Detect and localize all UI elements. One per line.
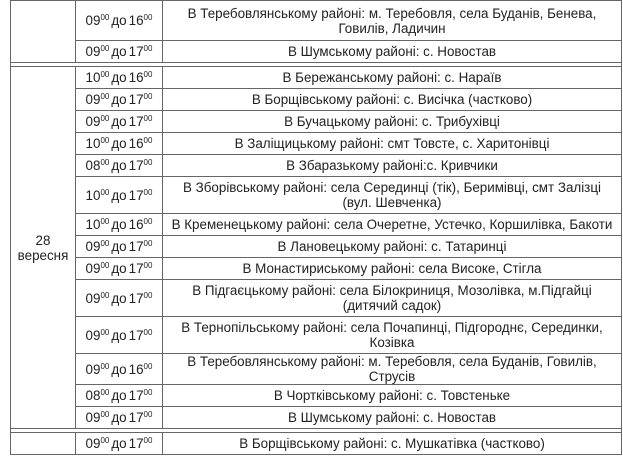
table-row — [11, 236, 622, 258]
time-cell: $10^{00}$ до $16^{00}$ — [76, 67, 163, 89]
location-cell: В Шумському районі: с. Новостав — [163, 41, 622, 63]
time-cell: $09^{00}$ до $17^{00}$ — [76, 280, 163, 317]
location-cell: В Борщівському районі: с. Мушкатівка (частково) — [163, 433, 622, 455]
location-cell: В Бучацькому районі: с. Трибухівці — [163, 111, 622, 133]
table-row — [11, 280, 622, 317]
table-row — [11, 41, 622, 63]
location-cell: В Монастириському районі: села Високе, Стігла — [163, 258, 622, 280]
date-cell — [11, 1, 76, 63]
table-row — [11, 67, 622, 89]
date-cell — [11, 433, 76, 455]
time-cell: $08^{00}$ до $17^{00}$ — [76, 155, 163, 177]
time-cell: $09^{00}$ до $17^{00}$ — [76, 236, 163, 258]
table-row — [11, 133, 622, 155]
table-row — [11, 89, 622, 111]
location-cell: В Чортківському районі: с. Товстеньке — [163, 385, 622, 407]
time-cell: $10^{00}$ до $17^{00}$ — [76, 177, 163, 214]
time-cell: $09^{00}$ до $16^{00}$ — [76, 354, 163, 385]
table-row — [11, 385, 622, 407]
time-cell: $09^{00}$ до $16^{00}$ — [76, 1, 163, 41]
location-cell: В Підгаєцькому районі: села Білокриниця, Мозолівка, м.Підгайці (дитячий садок) — [163, 280, 622, 317]
table-row — [11, 177, 622, 214]
location-cell: В Кременецькому районі: села Очеретне, Устечко, Коршилівка, Бакоти — [163, 214, 622, 236]
date-day: 28 — [35, 232, 51, 248]
location-cell: В Лановецькому районі: с. Татаринці — [163, 236, 622, 258]
time-cell: $10^{00}$ до $16^{00}$ — [76, 133, 163, 155]
location-cell: В Тернопільському районі: села Почапинці, Підгороднє, Серединки, Козівка — [163, 317, 622, 354]
power-outage-schedule-table — [10, 0, 622, 455]
location-cell: В Зборівському районі: села Серединці (тік), Беримівці, смт Залізці (вул. Шевченка) — [163, 177, 622, 214]
time-cell: $09^{00}$ до $17^{00}$ — [76, 433, 163, 455]
table-row — [11, 111, 622, 133]
location-cell: В Теребовлянському районі: м. Теребовля, села Буданів, Бенева, Говилів, Ладичин — [163, 1, 622, 41]
time-cell: $09^{00}$ до $17^{00}$ — [76, 41, 163, 63]
table-row — [11, 317, 622, 354]
time-cell: $09^{00}$ до $17^{00}$ — [76, 258, 163, 280]
table-row — [11, 354, 622, 385]
time-cell: $09^{00}$ до $17^{00}$ — [76, 111, 163, 133]
location-cell: В Шумському районі: с. Новостав — [163, 407, 622, 429]
table-row — [11, 1, 622, 41]
date-cell — [11, 67, 76, 429]
time-cell: $08^{00}$ до $17^{00}$ — [76, 385, 163, 407]
table-row — [11, 214, 622, 236]
location-cell: В Борщівському районі: с. Висічка (частково) — [163, 89, 622, 111]
time-cell: $09^{00}$ до $17^{00}$ — [76, 407, 163, 429]
table-row — [11, 407, 622, 429]
location-cell: В Теребовлянському районі: м. Теребовля, села Буданів, Говилів, Струсів — [163, 354, 622, 385]
time-cell: $09^{00}$ до $17^{00}$ — [76, 89, 163, 111]
date-month: вересня — [17, 247, 69, 263]
time-cell: $10^{00}$ до $16^{00}$ — [76, 214, 163, 236]
table-row — [11, 258, 622, 280]
location-cell: В Збаразькому районі:с. Кривчики — [163, 155, 622, 177]
table-row — [11, 155, 622, 177]
location-cell: В Заліщицькому районі: смт Товсте, с. Харитонівці — [163, 133, 622, 155]
time-cell: $09^{00}$ до $17^{00}$ — [76, 317, 163, 354]
table-row — [11, 433, 622, 455]
location-cell: В Бережанському районі: с. Нараїв — [163, 67, 622, 89]
schedule-table-body — [11, 1, 622, 455]
